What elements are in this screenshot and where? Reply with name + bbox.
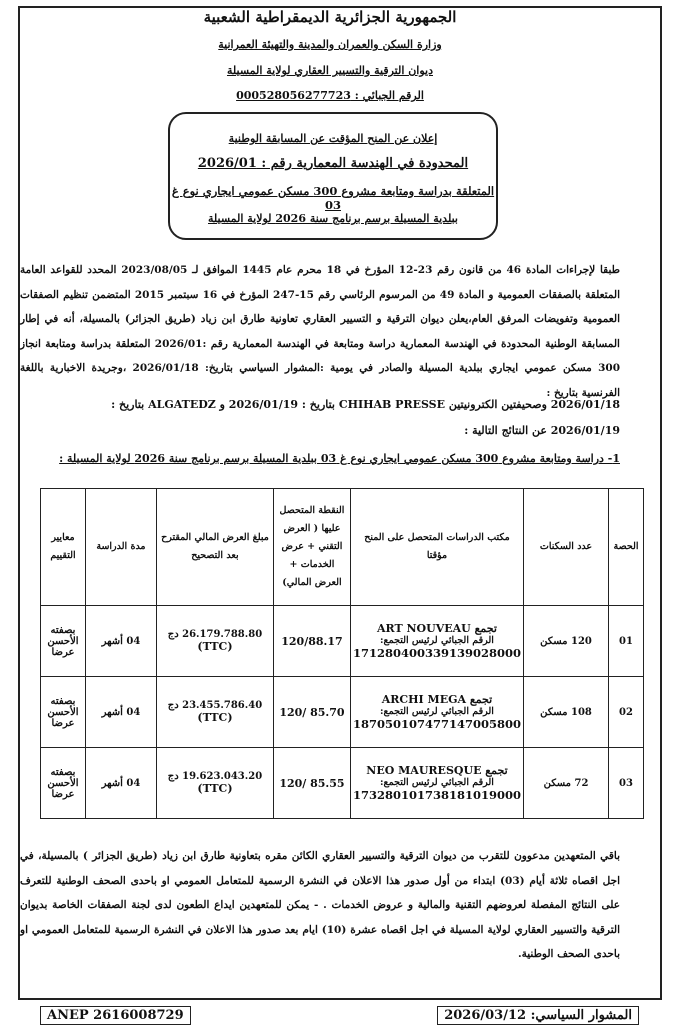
cell-units: 108 مسكن [524,677,609,748]
cell-units: 120 مسكن [524,606,609,677]
cell-amount [156,748,273,819]
cell-duration: 04 أشهر [85,606,156,677]
cell-score: 120/ 85.70 [273,677,350,748]
cell-criterion: بصفته الأحسن عرضا [41,748,86,819]
cell-bureau [350,606,523,677]
amount-ttc: (TTC) [197,711,233,724]
amount-value: 23.455.786.40 دج [167,700,263,711]
col-amount: مبلغ العرض المالي المقترح بعد التصحيح [156,489,273,606]
results-table [40,488,644,819]
item-1-title: 1- دراسة ومتابعة مشروع 300 مسكن عمومي ايجاري نوع غ 03 ببلدية المسيلة برسم برنامج سنة 2026 لولاية المسيلة : [59,452,620,465]
col-bureau: مكتب الدراسات المتحصل على المنح مؤقتا [350,489,523,606]
bureau-name: تجمع ART NOUVEAU [376,622,497,635]
dates-line-2: 2026/01/19 عن النتائج التالية : [464,424,620,437]
col-lot: الحصة [609,489,644,606]
amount-ttc: (TTC) [197,640,233,653]
table-row [41,606,644,677]
cell-bureau [350,677,523,748]
col-duration: مدة الدراسة [85,489,156,606]
closing-paragraph: باقي المتعهدين مدعوون للتقرب من ديوان الترقية والتسيير العقاري الكائن مقره بتعاونية طارق ابن زياد (طريق الجزائر ) بالمسيلة، في اجل اقصاه ثلاثة أيام (03) ابتداء من أول صدور هذا الاعلان في النشرة الرسمية للمتعامل العمومي او باحدى الصحف الوطنية للتعرف على النتائج المفصلة لعروضهم التقنية والمالية و عروض الخدمات . - يمكن للمتعهدين ايداع الطعون لدى لجنة الصفقات الخاصة بديوان الترقية والتسيير العقاري لولاية المسيلة في اجل اقصاه عشرة (10) ايام بعد صدور هذا الاعلان في النشرة الرسمية للمتعامل العمومي او باحدى الصحف الوطنية. [20,850,620,960]
cell-lot: 01 [609,606,644,677]
intro-paragraph: طبقا لإجراءات المادة 46 من قانون رقم 23-12 المؤرخ في 18 محرم عام 1445 الموافق لـ 2023/08/05 المحدد للقواعد العامة المتعلقة بالصفقات العمومية و المادة 49 من المرسوم الرئاسي رقم 15-247 المؤرخ في 16 سبتمبر 2015 المتضمن تنظيم الصفقات العمومية وتفويضات المرفق العام،يعلن ديوان الترقية و التسيير العقاري تعاونية طارق ابن زياد (طريق الجزائر) بالمسيلة، أنه في إطار المسابقة الوطنية المحدودة في الهندسة المعمارية دراسة ومتابعة في الهندسة المعمارية رقم :2026/01 المتعلقة بدراسة ومتابعة انجاز 300 مسكن عمومي ايجاري ببلدية المسيلة والصادر في يومية :المشوار السياسي بتاريخ: 2026/01/18 ،وجريدة الاخبارية باللغة الفرنسية بتاريخ : [20,264,621,399]
cell-amount [156,677,273,748]
cell-lot: 02 [609,677,644,748]
dates-line-1: 2026/01/18 وصحيفتين الكترونيتين CHIHAB PRESSE بتاريخ : 2026/01/19 و ALGATEDZ بتاريخ : [111,398,620,411]
bureau-label: الرقم الجبائي لرئيس التجمع: [380,706,494,717]
col-score: النقطة المتحصل عليها ( العرض التقني + عرض الخدمات + العرض المالي) [273,489,350,606]
cell-amount [156,606,273,677]
bureau-name: تجمع ARCHI MEGA [381,693,493,706]
notice-line-4: ببلدية المسيلة برسم برنامج سنة 2026 لولاية المسيلة [208,212,458,225]
bureau-tax-id: 171280400339139028000 [352,646,521,660]
cell-duration: 04 أشهر [85,677,156,748]
notice-line-1: إعلان عن المنح المؤقت عن المسابقة الوطنية [228,132,438,145]
newspaper-date: المشوار السياسي: 2026/03/12 [437,1006,639,1025]
amount-value: 19.623.043.20 دج [167,771,263,782]
amount-ttc: (TTC) [197,782,233,795]
table-row [41,677,644,748]
cell-bureau [350,748,523,819]
table-header-row [41,489,644,606]
cell-duration: 04 أشهر [85,748,156,819]
cell-units: 72 مسكن [524,748,609,819]
notice-line-3: المتعلقة بدراسة ومتابعة مشروع 300 مسكن عمومي ايجاري نوع غ 03 [171,184,495,212]
republic-title: الجمهورية الجزائرية الديمقراطية الشعبية [203,8,457,26]
amount-value: 26.179.788.80 دج [167,629,263,640]
cell-score: 120/ 85.55 [273,748,350,819]
col-criterion: معايير التقييم [41,489,86,606]
notice-box [168,112,498,240]
ministry-title: وزارة السكن والعمران والمدينة والتهيئة العمرانية [218,38,442,51]
anep-reference: ANEP 2616008729 [40,1006,191,1025]
notice-line-2: المحدودة في الهندسة المعمارية رقم : 2026/01 [197,156,469,171]
office-title: ديوان الترقية والتسيير العقاري لولاية المسيلة [226,64,433,77]
bureau-tax-id: 187050107477147005800 [352,717,521,731]
cell-score: 120/88.17 [273,606,350,677]
bureau-label: الرقم الجبائي لرئيس التجمع: [380,777,494,788]
bureau-tax-id: 173280101738181019000 [352,788,521,802]
table-row [41,748,644,819]
tax-id: الرقم الجبائي : 000528056277723 [236,89,424,102]
cell-lot: 03 [609,748,644,819]
cell-criterion: بصفته الأحسن عرضا [41,606,86,677]
bureau-name: تجمع NEO MAURESQUE [366,764,508,777]
col-units: عدد السكنات [524,489,609,606]
cell-criterion: بصفته الأحسن عرضا [41,677,86,748]
bureau-label: الرقم الجبائي لرئيس التجمع: [380,635,494,646]
